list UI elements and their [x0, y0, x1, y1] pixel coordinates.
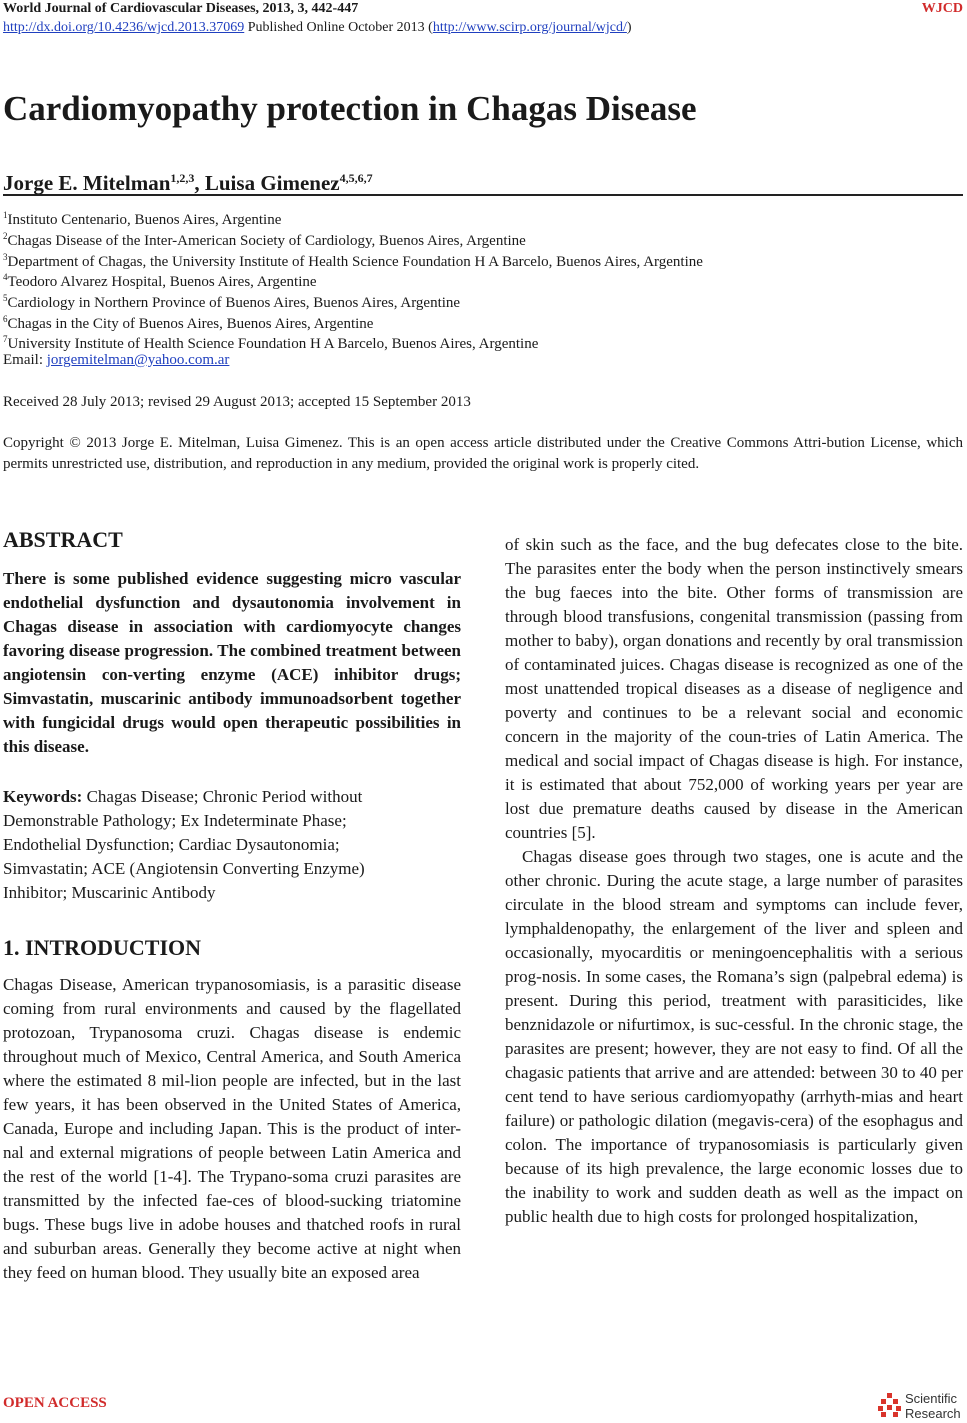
- logo-text-line2: Research: [905, 1406, 961, 1421]
- affiliation-text: Instituto Centenario, Buenos Aires, Argentine: [7, 212, 282, 228]
- keywords-line: Endothelial Dysfunction; Cardiac Dysautonomia;: [3, 835, 340, 854]
- keywords-label: Keywords:: [3, 787, 83, 806]
- doi-link[interactable]: http://dx.doi.org/10.4236/wjcd.2013.37069: [3, 20, 245, 35]
- author-list: [3, 165, 373, 196]
- affiliation-number: 4: [3, 272, 8, 282]
- author-name: Jorge E. Mitelman: [3, 171, 171, 195]
- affiliation-number: 2: [3, 231, 8, 241]
- left-column: [3, 525, 461, 1285]
- affiliation-text: Chagas in the City of Buenos Aires, Buenos Aires, Argentine: [7, 316, 374, 332]
- author-affiliation-marks: 4,5,6,7: [339, 171, 373, 185]
- introduction-paragraph: Chagas disease goes through two stages, one is acute and the other chronic. During the acute stage, a large number of parasites circulate in the blood stream and symptoms can include fever, lymphaldenopathy, the enlargement of the liver and spleen and occasionally, myocarditis or meningoencephalitis with a serious prog-nosis. In some cases, the Romana’s sign (palpebral edema) is present. During this period, treatment with parasiticides, like benznidazole or nifurtimox, is suc-cessful. In the chronic stage, the parasites are present; however, they are not easy to find. Of all the chagasic patients that arrive and are attended: between 30 to 40 per cent tend to have serious cardiomyopathy (arrhyth-mias and heart failure) or pathologic dilation (megavis-cera) of the esophagus and colon. The importance of trypanosomiasis is particularly given because of its high prevalence, the large economic losses due to the inability to work and sudden death as well as the impact on public health due to high costs for prolonged hospitalization,: [505, 847, 963, 1226]
- affiliation-text: Teodoro Alvarez Hospital, Buenos Aires, Argentine: [7, 274, 317, 290]
- introduction-heading: 1. INTRODUCTION: [3, 935, 202, 960]
- author-affiliation-marks: 1,2,3: [170, 171, 195, 185]
- abstract-heading: ABSTRACT: [3, 527, 123, 552]
- author-separator: ,: [194, 171, 205, 195]
- title-divider: [3, 194, 963, 196]
- affiliation-text: Cardiology in Northern Province of Buenos Aires, Buenos Aires, Argentine: [7, 295, 461, 311]
- contact-email: [3, 350, 229, 370]
- keywords-line: Simvastatin; ACE (Angiotensin Converting Enzyme): [3, 859, 365, 878]
- email-link[interactable]: jorgemitelman@yahoo.com.ar: [46, 352, 230, 368]
- affiliation-text: University Institute of Health Science Foundation H A Barcelo, Buenos Aires, Argentine: [7, 336, 539, 352]
- journal-code: WJCD: [921, 1, 963, 16]
- journal-header: [3, 0, 963, 17]
- introduction-paragraph: Chagas Disease, American trypanosomiasis, is a parasitic disease coming from rural environments and caused by the flagellated protozoan, Trypanosoma cruzi. Chagas disease is endemic throughout much of Mexico, Central America, and South America where the estimated 8 mil-lion people are infected, but in the last few years, it has been observed in the United States of America, Canada, Europe and including Japan. This is the product of inter-nal and external migrations of people between Latin America and the rest of the world [1-4]. The Trypano-soma cruzi parasites are transmitted by the infected fae-ces of blood-sucking triatomine bugs. These bugs live in adobe houses and thatched roofs in rural and suburban areas. Generally they become active at night when they feed on human blood. They usually bite an exposed area: [3, 975, 461, 1282]
- affiliation-text: Department of Chagas, the University Institute of Health Science Foundation H A Barcelo, Buenos Aires, Argentine: [7, 254, 703, 270]
- journal-site-link[interactable]: http://www.scirp.org/journal/wjcd/: [432, 20, 627, 35]
- logo-text-line1: Scientific: [905, 1391, 958, 1406]
- email-label: Email:: [3, 352, 47, 368]
- affiliation-number: 7: [3, 334, 8, 344]
- journal-citation: World Journal of Cardiovascular Diseases, 2013, 3, 442-447: [3, 1, 359, 16]
- published-text: Published Online October 2013 (: [244, 20, 433, 35]
- abstract-text: There is some published evidence suggesting micro vascular endothelial dysfunction and dysautonomia involvement in Chagas disease in association with cardiomyocyte changes favoring disease progression. The combined treatment between angiotensin con-verting enzyme (ACE) inhibitor drugs; Simvastatin, muscarinic antibody immunoadsorbent together with fungicidal drugs would open therapeutic possibilities in this disease.: [3, 569, 461, 756]
- right-column: [505, 533, 963, 1229]
- keywords-line: Demonstrable Pathology; Ex Indeterminate Phase;: [3, 811, 347, 830]
- doi-line: [3, 19, 963, 36]
- article-title: Cardiomyopathy protection in Chagas Disease: [3, 89, 697, 128]
- keywords: [3, 785, 461, 905]
- affiliation-number: 3: [3, 252, 8, 262]
- keywords-line: Inhibitor; Muscarinic Antibody: [3, 883, 216, 902]
- open-access-label: OPEN ACCESS: [3, 1395, 107, 1411]
- keywords-line: Chagas Disease; Chronic Period without: [82, 787, 363, 806]
- affiliation-number: 5: [3, 293, 8, 303]
- publisher-logo: [878, 1391, 964, 1423]
- author-name: Luisa Gimenez: [204, 171, 340, 195]
- introduction-paragraph-continued: of skin such as the face, and the bug defecates close to the bite. The parasites enter the body when the person instinctively smears the bug faeces into the bite. Other forms of transmission are through blood transfusions, congenital transmission (passing from mother to baby), organ donations and recently by oral transmission of contaminated juices. Chagas disease is recognized as one of the most unattended tropical diseases as a disease of negligence and poverty and continues to be a relevant social and economic concern in the majority of the coun-tries of Latin America. The medical and social impact of Chagas disease is high. For instance, it is estimated that about 752,000 of working years per year are lost due premature deaths caused by disease in the American countries [5].: [505, 535, 963, 842]
- affiliation-number: 6: [3, 314, 8, 324]
- received-dates: Received 28 July 2013; revised 29 August 2013; accepted 15 September 2013: [3, 394, 471, 410]
- affiliation-number: 1: [3, 210, 8, 220]
- affiliation-text: Chagas Disease of the Inter-American Society of Cardiology, Buenos Aires, Argentine: [7, 233, 526, 249]
- copyright-notice: Copyright © 2013 Jorge E. Mitelman, Luisa Gimenez. This is an open access article distributed under the Creative Commons Attri-bution License, which permits unrestricted use, distribution, and reproduction in any medium, provided the original work is properly cited.: [3, 435, 963, 472]
- close-paren: ): [626, 20, 632, 35]
- scientific-research-logo-icon: [878, 1393, 902, 1419]
